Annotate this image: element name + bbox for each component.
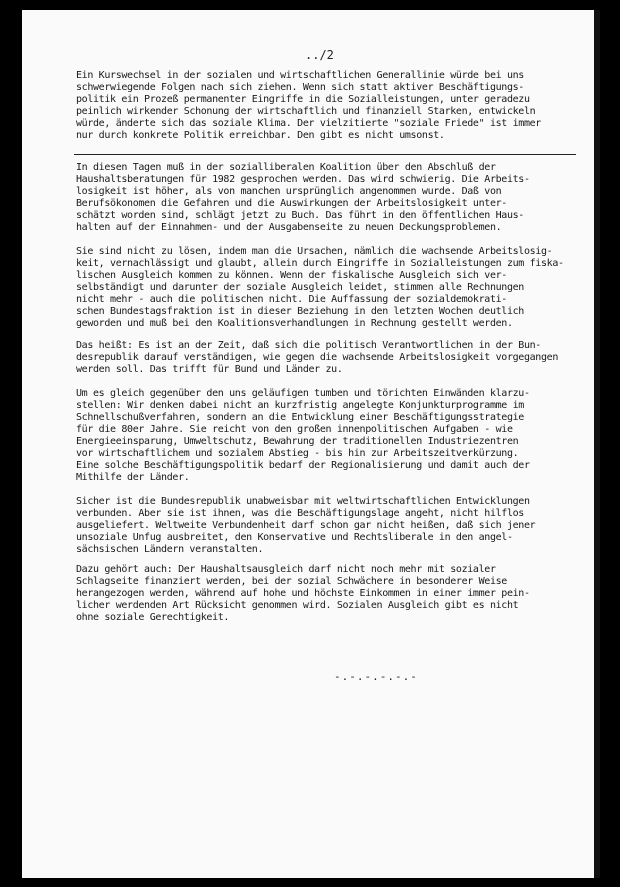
paragraph-5: Um es gleich gegenüber den uns geläufigen tumben und törichten Einwänden klarzu- stellen: Wir denken dabei nicht an kurzfristig angelegte Konjunkturprogramme im Schnellschußverfahren, sondern an die Entwicklung einer Beschäftigungsstrategie für die 80er Jahre. Sie reicht von den großen innenpolitischen Aufgaben - wie Energieeinsparung, Umweltschutz, Bewahrung der traditionellen Industriezentren vor wirtschaftlichem und sozialem Abstieg - bis hin zur Arbeitszeitverkürzung. Eine solche Beschäftigungspolitik bedarf der Regionalisierung und damit auch der Mithilfe der Länder. [76, 388, 530, 483]
scan-edge [594, 10, 600, 878]
document-page [22, 10, 600, 878]
paragraph-7: Dazu gehört auch: Der Haushaltsausgleich darf nicht noch mehr mit sozialer Schlagseite finanziert werden, bei der sozial Schwächere in besonderer Weise herangezogen werden, während auf hohe und höchste Einkommen in einer immer pein- licher werdenden Art Rücksicht genommen wird. Sozialen Ausgleich gibt es nicht ohne soziale Gerechtigkeit. [76, 564, 530, 623]
horizontal-rule [74, 154, 576, 155]
paragraph-6: Sicher ist die Bundesrepublik unabweisbar mit weltwirtschaftlichen Entwicklungen verbunden. Aber sie ist ihnen, was die Beschäftigungslage angeht, nicht hilflos ausgeliefert. Weltweite Verbundenheit darf schon gar nicht heißen, daß sich jener unsoziale Unfug ausbreitet, den Konservative und Rechtsliberale in den angel- sächsischen Ländern veranstalten. [76, 496, 536, 555]
paragraph-1: Ein Kurswechsel in der sozialen und wirtschaftlichen Generallinie würde bei uns schwerwiegende Folgen nach sich ziehen. Wenn sich statt aktiver Beschäftigungs- politik ein Prozeß permanenter Eingriffe in die Sozialleistungen, unter geradezu peinlich wirkender Schonung der wirtschaftlich und finanziell Starken, entwickeln würde, änderte sich das soziale Klima. Der vielzitierte "soziale Friede" ist immer nur durch konkrete Politik erreichbar. Den gibt es nicht umsonst. [76, 70, 541, 141]
paragraph-3: Sie sind nicht zu lösen, indem man die Ursachen, nämlich die wachsende Arbeitslosig- keit, vernachlässigt und glaubt, allein durch Eingriffe in Sozialleistungen zum fiska- lischen Ausgleich kommen zu können. Wenn der fiskalische Ausgleich sich ver- selbständigt und darunter der soziale Ausgleich leidet, stimmen alle Rechnungen nicht mehr - auch die politischen nicht. Die Auffassung der sozialdemokrati- schen Bundestagsfraktion ist in dieser Beziehung in den letzten Wochen deutlich geworden und muß bei den Koalitionsverhandlungen in Rechnung gestellt werden. [76, 246, 564, 329]
closing-mark: -.-.-.-.-.- [334, 670, 418, 683]
page-number: ../2 [305, 48, 334, 62]
paragraph-4: Das heißt: Es ist an der Zeit, daß sich die politisch Verantwortlichen in der Bun- desrepublik darauf verständigen, wie gegen die wachsende Arbeitslosigkeit vorgegangen werden soll. Das trifft für Bund und Länder zu. [76, 340, 558, 375]
paragraph-2: In diesen Tagen muß in der sozialliberalen Koalition über den Abschluß der Haushaltsberatungen für 1982 gesprochen werden. Das wird schwierig. Die Arbeits- losigkeit ist höher, als von manchen ursprünglich angenommen wurde. Daß von Berufsökonomen die Gefahren und die Auswirkungen der Arbeitslosigkeit unter- schätzt worden sind, schlägt jetzt zu Buch. Das führt in den öffentlichen Haus- halten auf der Einnahmen- und der Ausgabenseite zu neuen Deckungsproblemen. [76, 162, 530, 233]
